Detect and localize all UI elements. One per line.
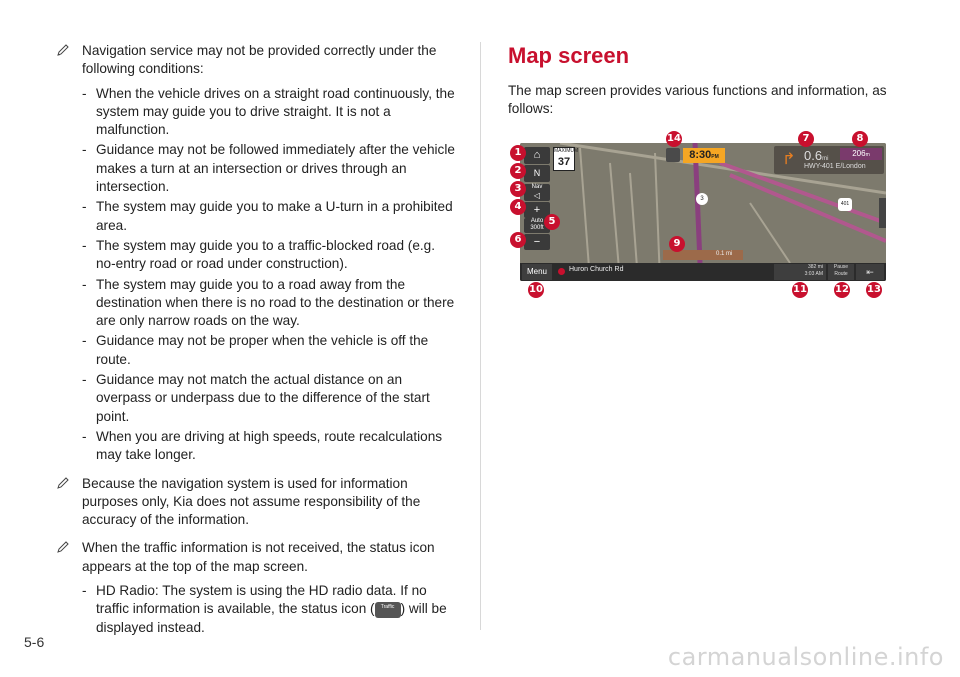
segment-distance: 0.1 mi	[716, 251, 733, 257]
note-text: Navigation service may not be provided correctly under the following conditions:	[82, 43, 437, 77]
note-3	[56, 539, 456, 636]
nav-volume-button[interactable]	[524, 184, 550, 201]
speed-limit-label: MAXIMUM	[554, 148, 579, 154]
callout-3: 3	[510, 181, 526, 197]
note-text: Because the navigation system is used for information purposes only, Kia does not assume responsibility of the accuracy of the information.	[82, 475, 421, 528]
note-1	[56, 42, 456, 465]
next-turn-value: 206	[852, 149, 866, 158]
pause-route-button[interactable]	[828, 264, 854, 280]
list-item: - Guidance may not be followed immediately after the vehicle makes a turn at an intersection or drives through an intersection.	[82, 141, 456, 196]
traffic-icon-label: Traffic	[380, 603, 395, 610]
shield-401-icon	[838, 198, 852, 211]
callout-8: 8	[852, 131, 868, 147]
note-bullet-list	[82, 85, 456, 465]
bottom-bar	[520, 263, 886, 281]
list-item: - When you are driving at high speeds, route recalculations may take longer.	[82, 428, 456, 465]
shield-3-value: 3	[700, 196, 704, 202]
column-divider	[480, 42, 481, 630]
turn-guidance-panel	[774, 146, 884, 174]
list-item	[82, 582, 456, 637]
zoom-out-button[interactable]: −	[524, 234, 550, 250]
arrival-time: 3:03 AM	[804, 271, 823, 277]
zoom-in-button[interactable]: +	[524, 202, 550, 218]
section-description: The map screen provides various functions and information, as follows:	[508, 83, 887, 117]
callout-7: 7	[798, 131, 814, 147]
list-item: - When the vehicle drives on a straight road continuously, the system may guide you to drive straight. It is not a malfunction.	[82, 85, 456, 140]
callout-2: 2	[510, 163, 526, 179]
callout-9: 9	[669, 236, 685, 252]
turn-distance	[804, 148, 828, 163]
turn-distance-unit: mi	[822, 156, 829, 162]
callout-6: 6	[510, 232, 526, 248]
home-button[interactable]: ⌂	[524, 147, 550, 164]
map-section	[508, 42, 908, 119]
notes-column	[56, 42, 456, 647]
clock-suffix: PM	[711, 154, 719, 160]
scale-label: 300ft	[530, 225, 544, 231]
page-number: 5-6	[24, 634, 45, 650]
list-item: - The system may guide you to make a U-turn in a prohibited area.	[82, 198, 456, 235]
menu-button[interactable]: Menu	[522, 264, 552, 280]
note-text: When the traffic information is not received, the status icon appears at the top of the map screen.	[82, 540, 435, 574]
callout-14: 14	[666, 131, 682, 147]
note-pencil-icon	[56, 476, 70, 490]
watermark: carmanualsonline.info	[667, 643, 944, 671]
speed-limit-sign	[553, 147, 579, 171]
bullet-suffix: ) will be displayed instead.	[96, 601, 447, 635]
callout-5: 5	[544, 214, 560, 230]
note-pencil-icon	[56, 43, 70, 57]
callout-1: 1	[510, 145, 526, 161]
callout-4: 4	[510, 199, 526, 215]
list-item: - Guidance may not be proper when the vehicle is off the route.	[82, 332, 456, 369]
list-item: - Guidance may not match the actual distance on an overpass or underpass due to the difference of the start point.	[82, 371, 456, 426]
speaker-icon: ◁	[533, 191, 541, 200]
compass-button[interactable]: N	[524, 165, 550, 182]
next-turn-unit: m	[865, 152, 870, 158]
pause-label: Pause	[833, 264, 849, 270]
current-road-pin-icon	[558, 268, 565, 275]
shield-401-value: 401	[840, 201, 850, 207]
current-road: Huron Church Rd	[569, 266, 624, 273]
callout-10: 10	[528, 282, 544, 298]
turn-arrow-icon: ↱	[782, 151, 796, 168]
route-list-button[interactable]: ⇤	[856, 264, 884, 280]
map-screenshot	[520, 143, 886, 281]
list-item: - The system may guide you to a road away from the destination when there is no road to the destination or there are only narrow roads on the way.	[82, 276, 456, 331]
note-2	[56, 475, 456, 530]
callout-11: 11	[792, 282, 808, 298]
clock-time: 8:30	[689, 149, 712, 161]
traffic-status-icon	[666, 148, 680, 162]
turn-distance-value: 0.6	[804, 148, 823, 163]
nav-label: Nav	[531, 184, 543, 190]
shield-3-icon	[696, 193, 708, 205]
auto-label: Auto	[530, 218, 544, 224]
section-title: Map screen	[508, 43, 630, 68]
road-name: HWY-401 E/London	[804, 163, 866, 170]
route-label: Route	[834, 271, 848, 277]
side-panel-toggle-icon[interactable]	[879, 198, 886, 228]
traffic-status-icon	[375, 602, 401, 618]
speed-limit-value: 37	[557, 156, 571, 168]
callout-13: 13	[866, 282, 882, 298]
next-turn-box	[840, 148, 882, 160]
note-bullet-list	[82, 582, 456, 637]
bullet-prefix: HD Radio: The system is using the HD radio data. If no traffic information is available, the status icon (	[96, 583, 427, 617]
list-item: - The system may guide you to a traffic-blocked road (e.g. no-entry road or road under construction).	[82, 237, 456, 274]
remaining-distance: 382 mi	[807, 264, 823, 270]
route-info	[774, 264, 826, 280]
note-pencil-icon	[56, 540, 70, 554]
callout-12: 12	[834, 282, 850, 298]
clock-display	[683, 148, 725, 163]
